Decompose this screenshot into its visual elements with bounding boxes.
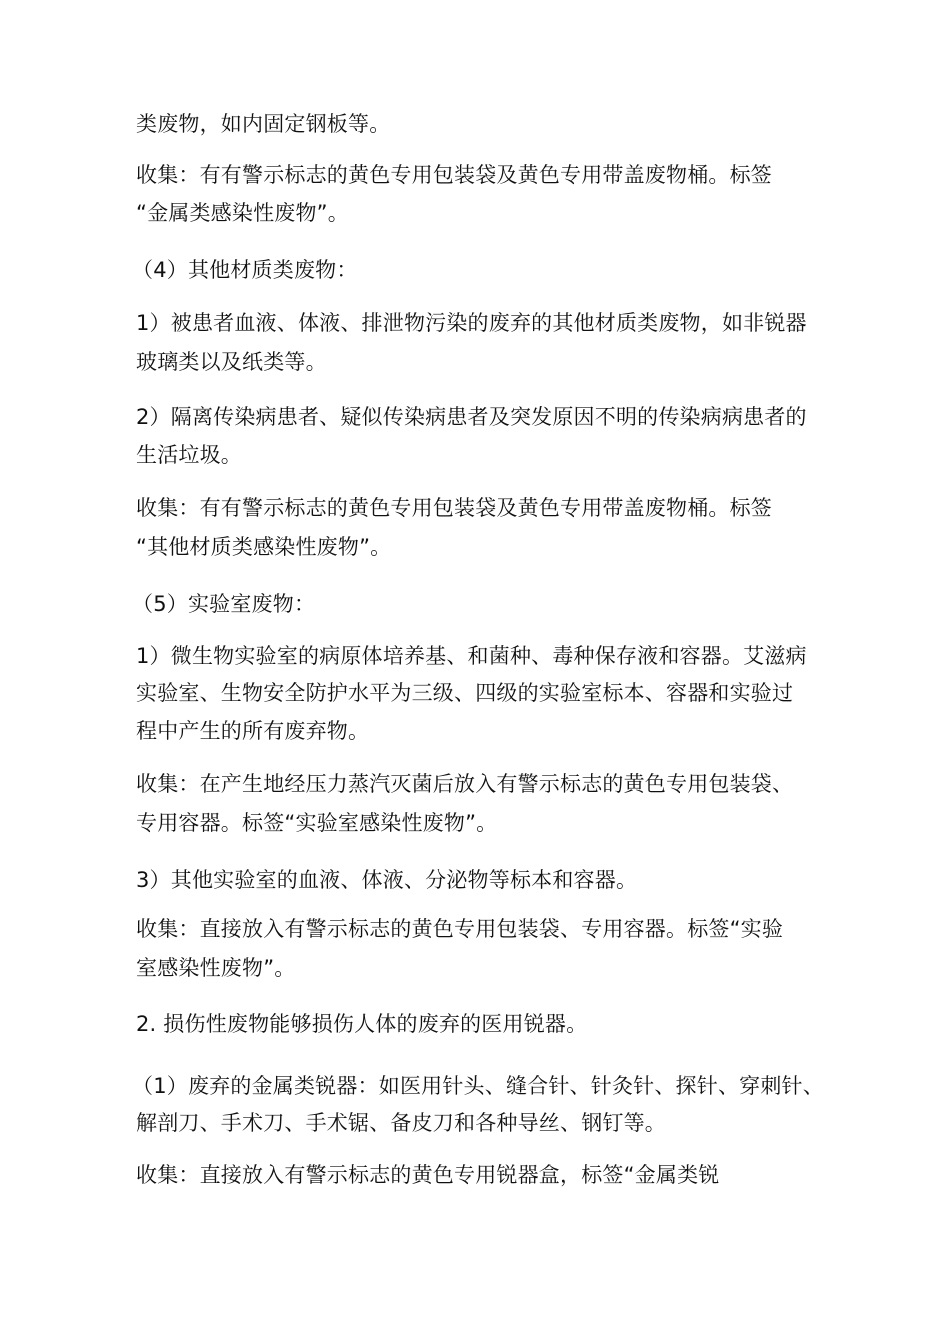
- section-heading: 2. 损伤性废物能够损伤人体的废弃的医用锐器。: [136, 1012, 588, 1036]
- text-line: 收集：直接放入有警示标志的黄色专用包装袋、专用容器。标签“实验: [136, 917, 784, 941]
- text-line: 收集：直接放入有警示标志的黄色专用锐器盒，标签“金属类锐: [136, 1163, 720, 1187]
- section-heading: （4）其他材质类废物：: [132, 258, 358, 282]
- text-line: 收集：有有警示标志的黄色专用包装袋及黄色专用带盖废物桶。标签: [136, 496, 772, 520]
- text-line: 解剖刀、手术刀、手术锯、备皮刀和各种导丝、钢钉等。: [136, 1111, 666, 1135]
- text-line: 室感染性废物”。: [136, 956, 296, 980]
- text-line: 1）微生物实验室的病原体培养基、和菌种、毒种保存液和容器。艾滋病: [136, 644, 807, 668]
- text-line: 2）隔离传染病患者、疑似传染病患者及突发原因不明的传染病病患者的: [136, 405, 807, 429]
- text-line: 程中产生的所有废弃物。: [136, 719, 370, 743]
- text-line: “金属类感染性废物”。: [136, 201, 349, 225]
- text-line: 实验室、生物安全防护水平为三级、四级的实验室标本、容器和实验过: [136, 681, 794, 705]
- text-line: 收集：有有警示标志的黄色专用包装袋及黄色专用带盖废物桶。标签: [136, 163, 772, 187]
- text-line: 收集：在产生地经压力蒸汽灭菌后放入有警示标志的黄色专用包装袋、: [136, 772, 794, 796]
- text-line: 专用容器。标签“实验室感染性废物”。: [136, 811, 498, 835]
- text-line: 玻璃类以及纸类等。: [136, 350, 327, 374]
- text-line: 类废物，如内固定钢板等。: [136, 112, 391, 136]
- section-heading: （5）实验室废物：: [132, 592, 316, 616]
- text-line: 3）其他实验室的血液、体液、分泌物等标本和容器。: [136, 868, 638, 892]
- text-line: “其他材质类感染性废物”。: [136, 535, 392, 559]
- text-line: 生活垃圾。: [136, 443, 242, 467]
- text-line: （1）废弃的金属类锐器：如医用针头、缝合针、针灸针、探针、穿刺针、: [132, 1074, 824, 1098]
- text-line: 1）被患者血液、体液、排泄物污染的废弃的其他材质类废物，如非锐器: [136, 311, 807, 335]
